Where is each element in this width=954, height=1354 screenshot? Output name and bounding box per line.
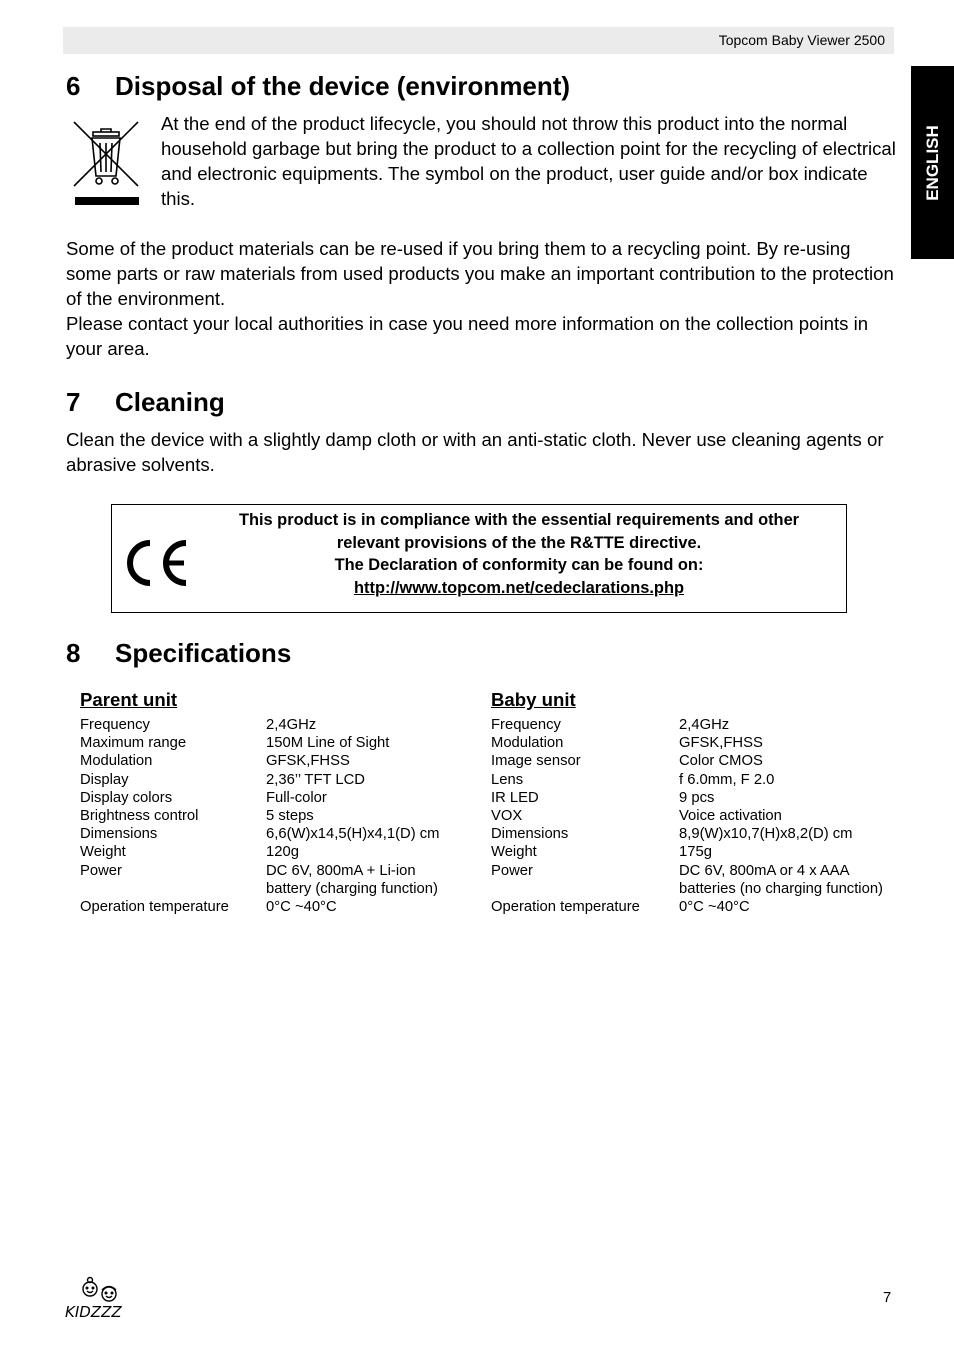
compliance-line: relevant provisions of the the R&TTE directive. (336, 533, 702, 552)
spec-value-line: DC 6V, 800mA or 4 x AAA (679, 862, 850, 879)
spec-value (266, 843, 486, 861)
spec-value-line: Full-color (266, 789, 327, 806)
section-number: 8 (66, 638, 81, 668)
spec-value (266, 789, 486, 807)
spec-row (80, 898, 486, 916)
spec-value-line: 2,4GHz (679, 717, 730, 733)
spec-label: Operation temperature (80, 899, 229, 916)
spec-value-line: Voice activation (679, 808, 782, 825)
spec-value (266, 807, 486, 825)
spec-value-line: 2,36’’ TFT LCD (266, 771, 365, 788)
spec-value (679, 771, 909, 789)
spec-row (80, 807, 486, 825)
spec-value-line: Color CMOS (679, 753, 763, 770)
spec-value (266, 734, 486, 752)
section-title: Specifications (115, 638, 292, 668)
spec-value-line: f 6.0mm, F 2.0 (679, 771, 775, 788)
spec-label: Maximum range (80, 735, 187, 752)
spec-value-line: batteries (no charging function) (679, 880, 883, 897)
section-title: Disposal of the device (environment) (115, 71, 571, 101)
spec-row (80, 734, 486, 752)
spec-value (266, 752, 486, 770)
spec-value (679, 752, 909, 770)
section-7-heading (66, 387, 225, 418)
spec-label: Image sensor (491, 753, 581, 770)
disposal-contact-paragraph: Please contact your local authorities in case you need more information on the collection points in your area. (66, 313, 869, 359)
spec-row (491, 716, 909, 734)
spec-label: Frequency (491, 717, 561, 733)
language-tab (911, 66, 954, 259)
spec-value (679, 825, 909, 843)
spec-row (491, 898, 909, 916)
spec-value (679, 862, 909, 898)
document-title: Topcom Baby Viewer 2500 (718, 32, 885, 48)
spec-value-line: 0°C ~40°C (679, 899, 750, 916)
spec-row (491, 843, 909, 861)
kidzzz-logo (63, 1276, 135, 1322)
spec-value-line: DC 6V, 800mA + Li-ion (266, 862, 416, 879)
spec-value-line: 5 steps (266, 808, 314, 825)
spec-row (491, 789, 909, 807)
spec-label: Modulation (491, 735, 564, 752)
spec-value-line: 0°C ~40°C (266, 899, 337, 916)
spec-value-line: GFSK,FHSS (679, 735, 763, 752)
spec-row (491, 771, 909, 789)
spec-value-line: GFSK,FHSS (266, 753, 350, 770)
spec-row (80, 789, 486, 807)
baby-unit-spec-table (491, 716, 909, 916)
section-number: 7 (66, 387, 81, 417)
spec-value (266, 771, 486, 789)
spec-row (80, 752, 486, 770)
spec-value-line: 6,6(W)x14,5(H)x4,1(D) cm (266, 826, 440, 843)
spec-label: Weight (80, 844, 126, 861)
compliance-line: This product is in compliance with the essential requirements and other (238, 511, 800, 529)
spec-row (80, 716, 486, 734)
declaration-link[interactable]: http://www.topcom.net/cedeclarations.php (354, 578, 684, 597)
spec-row (80, 843, 486, 861)
spec-label: Display (80, 771, 129, 788)
spec-row (80, 825, 486, 843)
spec-label: IR LED (491, 789, 539, 806)
spec-row (80, 862, 486, 898)
compliance-text (192, 509, 846, 599)
spec-value-line: 9 pcs (679, 789, 715, 806)
spec-label: Modulation (80, 753, 153, 770)
compliance-box (111, 504, 847, 613)
spec-value (266, 716, 486, 734)
header-bar (63, 27, 894, 54)
spec-label: Operation temperature (491, 899, 640, 916)
parent-unit-title: Parent unit (80, 689, 178, 710)
spec-value-line: battery (charging function) (266, 880, 438, 897)
spec-label: Display colors (80, 789, 173, 806)
spec-row (491, 862, 909, 898)
section-6-heading (66, 71, 570, 102)
language-tab-label: ENGLISH (922, 124, 942, 201)
baby-unit-title: Baby unit (491, 689, 576, 710)
spec-label: Frequency (80, 717, 150, 733)
crossed-out-bin-icon (70, 118, 142, 208)
ce-mark-icon (124, 538, 190, 588)
spec-row (80, 771, 486, 789)
spec-value (679, 716, 909, 734)
logo-lettering: KIDZZZ (65, 1303, 122, 1321)
spec-row (491, 752, 909, 770)
spec-row (491, 807, 909, 825)
spec-value-line: 150M Line of Sight (266, 735, 390, 752)
spec-value (679, 843, 909, 861)
spec-value-line: 175g (679, 844, 712, 861)
spec-value (266, 898, 486, 916)
section-title: Cleaning (115, 387, 225, 417)
spec-value (679, 898, 909, 916)
section-8-heading (66, 638, 291, 669)
spec-label: Power (491, 862, 533, 879)
spec-label: VOX (491, 808, 523, 825)
spec-value (266, 825, 486, 843)
spec-value (679, 789, 909, 807)
disposal-paragraph: Some of the product materials can be re-used if you bring them to a recycling point. By re-using some parts or raw materials from used products you make an important contribution to the protection of the environment. (66, 238, 894, 309)
spec-label: Power (80, 862, 122, 879)
parent-unit-spec-table (80, 716, 486, 916)
spec-row (491, 734, 909, 752)
spec-label: Dimensions (80, 826, 158, 843)
spec-value (266, 862, 486, 898)
spec-label: Dimensions (491, 826, 569, 843)
spec-label: Lens (491, 771, 524, 788)
spec-value (679, 734, 909, 752)
spec-label: Weight (491, 844, 537, 861)
section-number: 6 (66, 71, 81, 101)
spec-value (679, 807, 909, 825)
disposal-intro: At the end of the product lifecycle, you should not throw this product into the normal household garbage but bring the product to a collection point for the recycling of electrical and electronic equipments. The symbol on the product, user guide and/or box indicate this. (161, 113, 896, 209)
spec-row (491, 825, 909, 843)
spec-value-line: 2,4GHz (266, 717, 317, 733)
spec-value-line: 8,9(W)x10,7(H)x8,2(D) cm (679, 826, 853, 843)
page-number: 7 (883, 1290, 892, 1306)
spec-label: Brightness control (80, 808, 199, 825)
cleaning-text: Clean the device with a slightly damp cloth or with an anti-static cloth. Never use cleaning agents or abrasive solvents. (66, 429, 884, 475)
spec-value-line: 120g (266, 844, 299, 861)
compliance-line: The Declaration of conformity can be found on: (334, 556, 704, 574)
